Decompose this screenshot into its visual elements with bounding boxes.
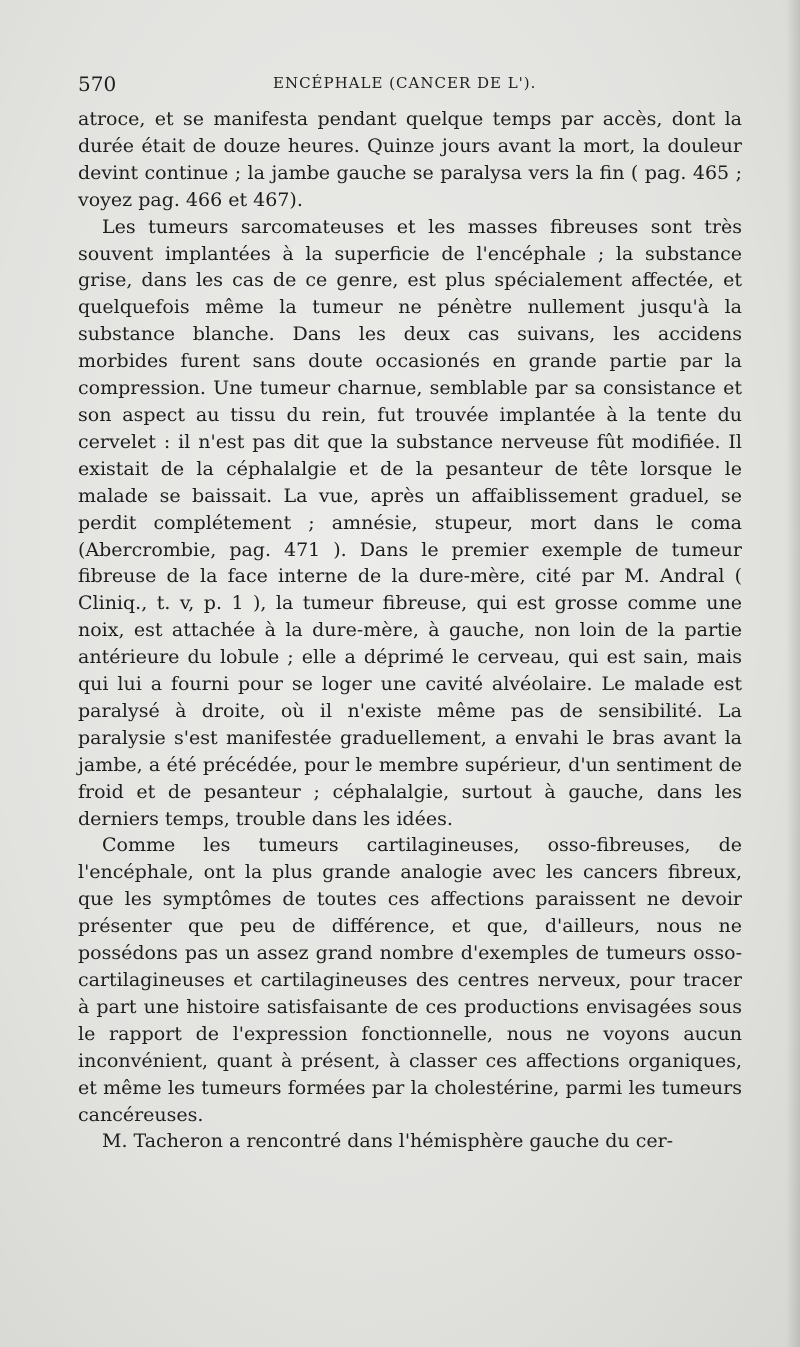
running-head	[78, 72, 742, 100]
paragraph-tumeurs-sarcomateuses: Les tumeurs sarcomateuses et les masses fibreuses sont très souvent implantées à la superficie de l'encéphale ; la substance grise, dans les cas de ce genre, est plus spécialement affectée, et quelquefois même la tumeur ne pénètre nullement jusqu'à la substance blanche. Dans les deux cas suivans, les accidens morbides furent sans doute occasionés en grande partie par la compression. Une tumeur charnue, semblable par sa consistance et son aspect au tissu du rein, fut trouvée implantée à la tente du cervelet : il n'est pas dit que la substance nerveuse fût modifiée. Il existait de la céphalalgie et de la pesanteur de tête lorsque le malade se baissait. La vue, après un affaiblissement graduel, se perdit complétement ; amnésie, stupeur, mort dans le coma (Abercrombie, pag. 471 ). Dans le premier exemple de tumeur fibreuse de la face interne de la dure-mère, cité par M. Andral ( Cliniq., t. v, p. 1 ), la tumeur fibreuse, qui est grosse comme une noix, est attachée à la dure-mère, à gauche, non loin de la partie antérieure du lobule ; elle a déprimé le cerveau, qui est sain, mais qui lui a fourni pour se loger une cavité alvéolaire. Le malade est paralysé à droite, où il n'existe même pas de sensibilité. La paralysie s'est manifestée graduellement, a envahi le bras avant la jambe, a été précédée, pour le membre supérieur, d'un sentiment de froid et de pesanteur ; céphalalgie, surtout à gauche, dans les derniers temps, trouble dans les idées.	[78, 215, 742, 830]
page-body	[78, 106, 742, 1155]
page-number: 570	[78, 72, 117, 96]
paragraph-tacheron: M. Tacheron a rencontré dans l'hémisphère gauche du cer-	[102, 1130, 674, 1153]
paragraph-tumeurs-cartilagineuses: Comme les tumeurs cartilagineuses, osso-fibreuses, de l'encéphale, ont la plus grande analogie avec les cancers fibreux, que les symptômes de toutes ces affections paraissent ne devoir présenter que peu de différence, et que, d'ailleurs, nous ne possédons pas un assez grand nombre d'exemples de tumeurs osso-cartilagineuses et cartilagineuses des centres nerveux, pour tracer à part une histoire satisfaisante de ces productions envisagées sous le rapport de l'expression fonctionnelle, nous ne voyons aucun inconvénient, quant à présent, à classer ces affections organiques, et même les tumeurs formées par la cholestérine, parmi les tumeurs cancéreuses.	[78, 834, 742, 1126]
running-head-title: ENCÉPHALE (CANCER DE L').	[273, 74, 537, 92]
paragraph-continuation: atroce, et se manifesta pendant quelque temps par accès, dont la durée était de douze heures. Quinze jours avant la mort, la douleur devint continue ; la jambe gauche se paralysa vers la fin ( pag. 465 ; voyez pag. 466 et 467).	[78, 108, 742, 211]
